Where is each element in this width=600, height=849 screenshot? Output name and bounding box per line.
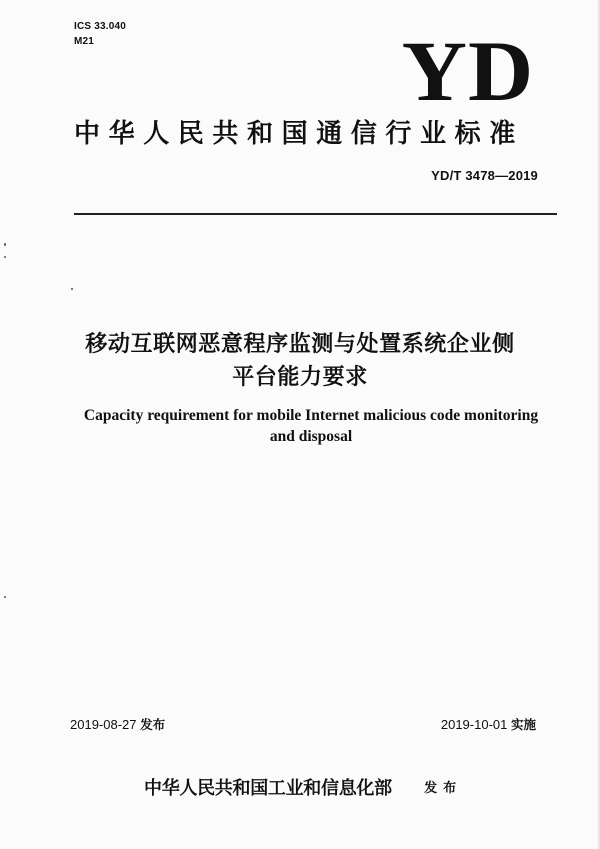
date-row	[70, 716, 536, 734]
implementation-info	[441, 716, 536, 734]
issuer-organization: 中华人民共和国工业和信息化部	[144, 778, 392, 799]
title-zh-line-2: 平台能力要求	[232, 365, 368, 390]
issuer-action: 发布	[424, 781, 463, 796]
scan-speck	[71, 288, 73, 290]
ccs-code: M21	[74, 36, 95, 47]
release-info	[70, 716, 165, 734]
release-label: 发布	[140, 717, 166, 732]
title-en-line-2: and disposal	[269, 428, 353, 445]
document-title-chinese	[0, 328, 600, 394]
release-date: 2019-08-27	[70, 717, 137, 732]
scan-speck	[4, 243, 6, 246]
scan-speck	[4, 596, 6, 598]
standard-number: YD/T 3478—2019	[431, 168, 538, 183]
scan-speck	[4, 256, 6, 258]
classification-codes	[74, 20, 126, 50]
title-en-line-1: Capacity requirement for mobile Internet malicious code monitoring	[83, 407, 539, 424]
header-divider	[74, 213, 557, 215]
industry-standard-title: 中华人民共和国通信行业标准	[74, 119, 524, 149]
title-zh-line-1: 移动互联网恶意程序监测与处置系统企业侧	[85, 332, 515, 357]
yd-logo: YD	[401, 23, 534, 119]
implementation-label: 实施	[510, 717, 536, 732]
document-title-english	[0, 405, 600, 447]
implementation-date: 2019-10-01	[440, 717, 508, 732]
issuing-authority	[144, 778, 544, 800]
ics-code: ICS 33.040	[74, 21, 127, 32]
